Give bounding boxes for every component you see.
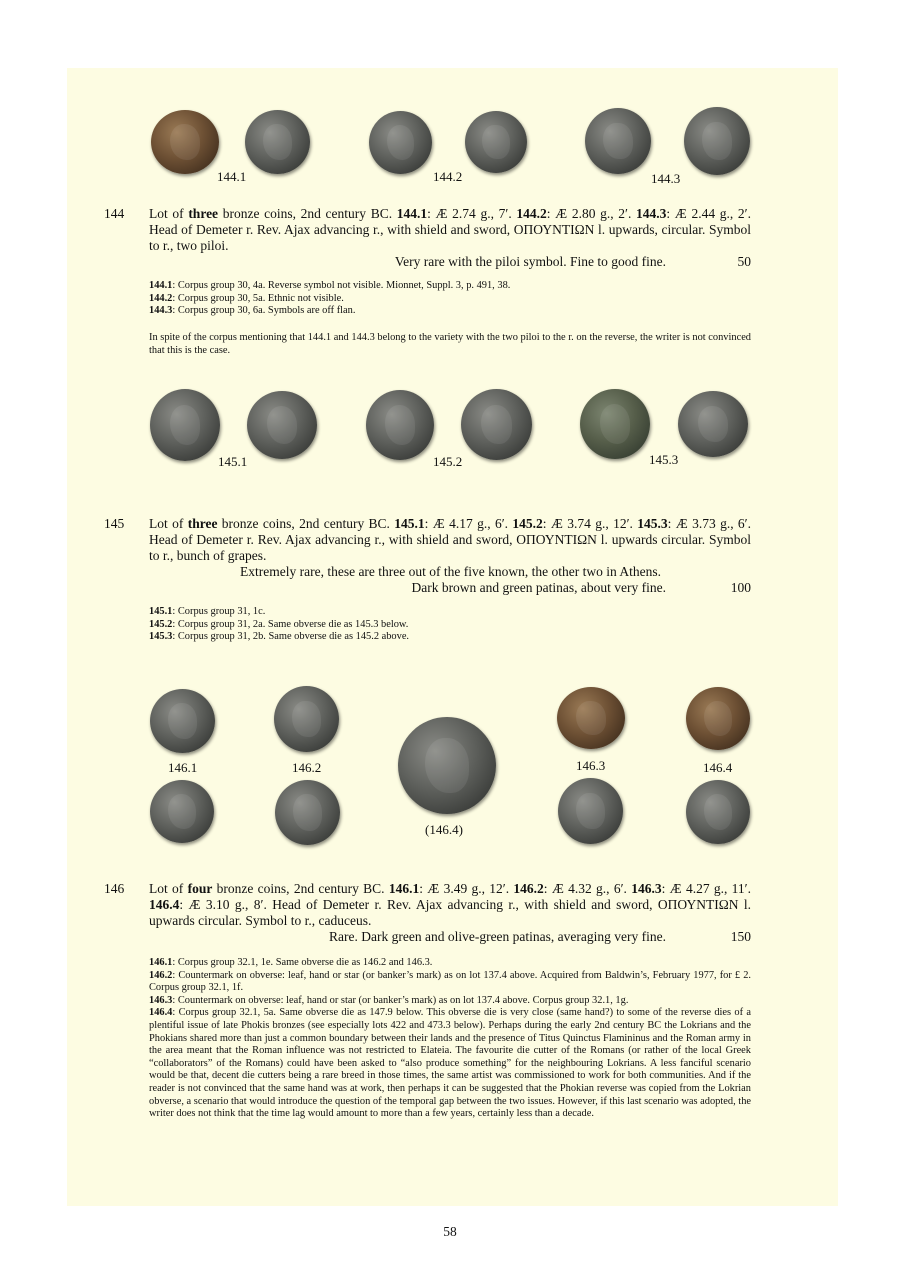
- page-number: 58: [443, 1224, 457, 1239]
- coin-label-146-1: 146.1: [168, 760, 198, 775]
- coin-145-3-reverse: [678, 391, 748, 457]
- lot-rating: Dark brown and green patinas, about very fine.: [411, 580, 666, 595]
- coin-145-1-obverse: [150, 389, 220, 461]
- lot-rating-line: [149, 580, 751, 596]
- coin-146-3-reverse: [558, 778, 623, 844]
- lot-desc-text: Lot of three bronze coins, 2nd century BC. 145.1: Æ 4.17 g., 6′. 145.2: Æ 3.74 g., 12′. 145.3: Æ 3.73 g., 6′. Head of Demeter r. Rev. Ajax advancing r., with shield and sword, ΟΠΟΥΝΤΙΩΝ l. upwards circular. Symbol to r., bunch of grapes.: [149, 516, 752, 563]
- lot-description-144: [149, 206, 751, 270]
- note-line: 144.2: Corpus group 30, 5a. Ethnic not visible.: [149, 292, 344, 304]
- lot-description-145: [149, 516, 751, 596]
- coin-146-1-obverse: [150, 689, 215, 753]
- coin-label-144-2: 144.2: [433, 169, 463, 184]
- note-line: 145.1: Corpus group 31, 1c.: [149, 606, 266, 617]
- coin-label-144-3: 144.3: [651, 171, 681, 186]
- lot-price: 50: [737, 254, 751, 269]
- coin-146-4-enlarged: [398, 717, 496, 814]
- coin-144-1-reverse: [245, 110, 310, 174]
- coin-146-4-obverse: [686, 687, 750, 750]
- lot-rating: Extremely rare, these are three out of the five known, the other two in Athens.: [240, 564, 661, 579]
- coin-145-1-reverse: [247, 391, 317, 459]
- coin-144-3-reverse: [684, 107, 750, 175]
- coin-label-146-4-enlarged: (146.4): [425, 822, 463, 837]
- coin-label-146-2: 146.2: [292, 760, 322, 775]
- coin-146-4-reverse: [686, 780, 750, 844]
- coin-145-3-obverse: [580, 389, 650, 459]
- note-line: 146.3: Countermark on obverse: leaf, hand or star (or banker’s mark) as on lot 137.4 above. Corpus group 32.1, 1g.: [149, 994, 629, 1006]
- lot-desc-text: Lot of three bronze coins, 2nd century BC. 144.1: Æ 2.74 g., 7′. 144.2: Æ 2.80 g., 2′. 144.3: Æ 2.44 g., 2′. Head of Demeter r. Rev. Ajax advancing r., with shield and sword, ΟΠΟΥΝΤΙΩΝ l. upwards, circular. Symbol to r., two piloi.: [149, 206, 751, 253]
- coin-label-145-3: 145.3: [649, 452, 679, 467]
- lot-rating: Very rare with the piloi symbol. Fine to good fine.: [394, 254, 666, 269]
- note-line: 144.3: Corpus group 30, 6a. Symbols are off flan.: [149, 305, 356, 317]
- lot-description-146: [149, 881, 751, 945]
- lot-number-144: 144: [104, 206, 125, 221]
- lot-price: 150: [730, 929, 751, 944]
- lot-notes-144: [149, 280, 751, 318]
- note-line: 146.4: Corpus group 32.1, 5a. Same obverse die as 147.9 below. This obverse die is very close (same hand?) to some of the reverse dies of a plentiful issue of late Phokis bronzes (see especially lots 422 and 473.3 below). Perhaps during the early 2nd century BC the Lokrians and the Phokians shared more than just a common boundary between their lands and the presence of Titus Quinctus Flamininus and the Roman army in the area meant that the Roman influence was not restricted to Elateia. The favourite die cutter of the Romans (or rather of the local Greek “collaborators” of the Romans) could have been asked to “also produce something” for the neighbouring Lokrians. A less fanciful scenario would be that, decent die cutters being a rare breed in those times, the same artist was commissioned to work for both communities. And if the reader is not convinced that the same hand was at work, then perhaps it can be suggested that the Phokian reverse was copied from the Lokrian obverse, a scenario that would introduce the question of the temporal gap between the two issues. However, if this last scenario was adopted, the writer does not think that the time lag would amount to more than a few years, certainly less than a decade.: [149, 1007, 751, 1120]
- coin-label-144-1: 144.1: [217, 169, 247, 184]
- lot-number-146: 146: [104, 881, 125, 896]
- lot-rating-line: [149, 254, 751, 270]
- coin-label-145-1: 145.1: [218, 454, 248, 469]
- coin-144-3-obverse: [585, 108, 651, 174]
- note-line: 145.2: Corpus group 31, 2a. Same obverse die as 145.3 below.: [149, 618, 409, 630]
- note-line: 146.1: Corpus group 32.1, 1e. Same obverse die as 146.2 and 146.3.: [149, 957, 433, 968]
- lot-rating: Rare. Dark green and olive-green patinas, averaging very fine.: [329, 929, 666, 944]
- coin-144-2-reverse: [465, 111, 527, 173]
- lot-price: 100: [730, 580, 751, 595]
- coin-label-145-2: 145.2: [433, 454, 463, 469]
- note-line: 146.2: Countermark on obverse: leaf, hand or star (or banker’s mark) as on lot 137.4 above. Acquired from Baldwin’s, February 1977, for £ 2. Corpus group 32.1, 1f.: [149, 969, 751, 994]
- note-line: 145.3: Corpus group 31, 2b. Same obverse die as 145.2 above.: [149, 631, 410, 643]
- coin-146-2-obverse: [274, 686, 339, 752]
- coin-145-2-reverse: [461, 389, 532, 460]
- coin-145-2-obverse: [366, 390, 434, 460]
- coin-146-1-reverse: [150, 780, 214, 843]
- coin-146-2-reverse: [275, 780, 340, 845]
- coin-144-1-obverse: [151, 110, 219, 174]
- coin-label-146-4: 146.4: [703, 760, 733, 775]
- lot-rating-line: [149, 929, 751, 945]
- lot-desc-text: Lot of four bronze coins, 2nd century BC. 146.1: Æ 3.49 g., 12′. 146.2: Æ 4.32 g., 6′. 146.3: Æ 4.27 g., 11′. 146.4: Æ 3.10 g., 8′. Head of Demeter r. Rev. Ajax advancing r., with shield and sword, ΟΠΟΥΝΤΙΩΝ l. upwards circular. Symbol to r., caduceus.: [149, 881, 751, 928]
- lot-notes-145: [149, 606, 751, 644]
- coin-146-3-obverse: [557, 687, 625, 749]
- lot-notes-146: [149, 957, 751, 1121]
- lot-comment-144: In spite of the corpus mentioning that 144.1 and 144.3 belong to the variety with the two piloi to the r. on the reverse, the writer is not convinced that this is the case.: [149, 332, 751, 356]
- note-line: 144.1: Corpus group 30, 4a. Reverse symbol not visible. Mionnet, Suppl. 3, p. 491, 38.: [149, 280, 511, 291]
- coin-144-2-obverse: [369, 111, 432, 174]
- coin-label-146-3: 146.3: [576, 758, 606, 773]
- lot-number-145: 145: [104, 516, 125, 531]
